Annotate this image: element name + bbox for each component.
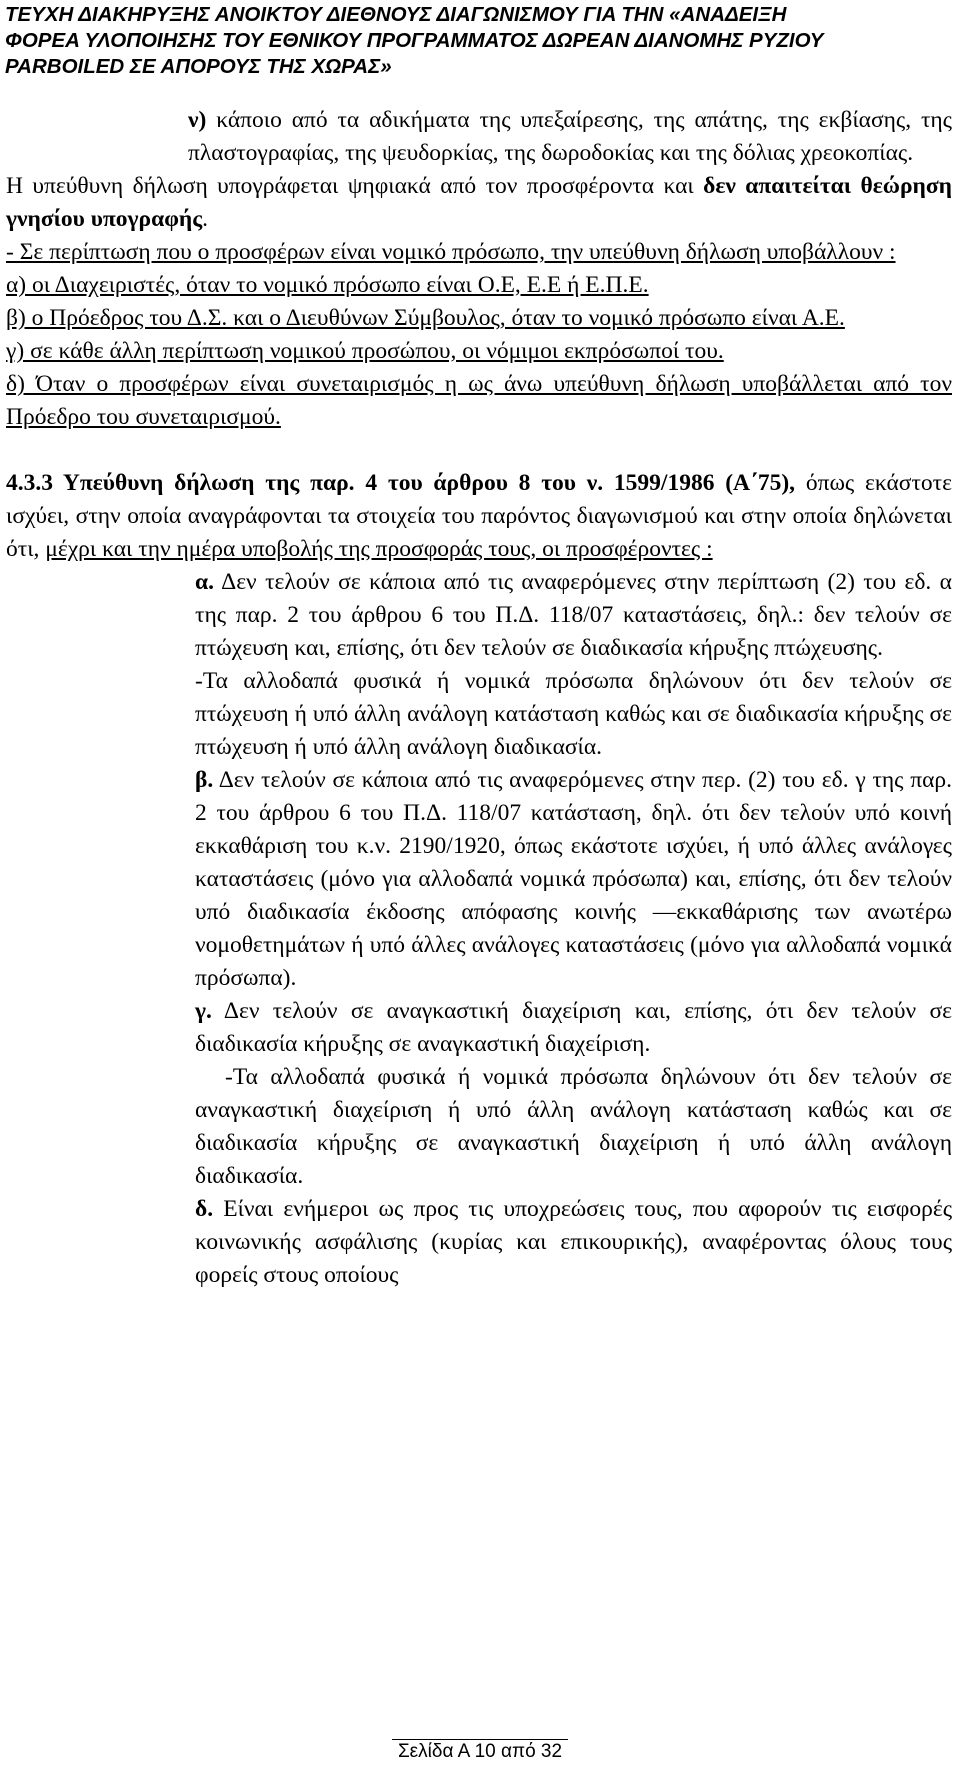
paragraph-signature [0,170,960,236]
item-a-label: α. [195,569,214,595]
item-b-label: β. [195,767,214,793]
paragraph-case-g: γ) σε κάθε άλλη περίπτωση νομικού προσώπου, οι νόμιμοι εκπρόσωποί του. [6,338,724,364]
section-text: όπως εκάστοτε ισχύει, στην οποία αναγράφονται τα στοιχεία του παρόντος διαγωνισμού και στην οποία δηλώνεται ότι, [6,470,952,562]
header-line-1: ΤΕΥΧΗ ΔΙΑΚΗΡΥΞΗΣ ΑΝΟΙΚΤΟΥ ΔΙΕΘΝΟΥΣ ΔΙΑΓΩΝΙΣΜΟΥ ΓΙΑ ΤΗΝ «ΑΝΑΔΕΙΞΗ [5,3,787,26]
page-footer [0,1741,960,1763]
paragraph-offence-v [0,104,960,170]
page-number: Σελίδα Α 10 από 32 [392,1739,568,1762]
section-4-3-3 [0,467,960,566]
paragraph-legal-entity: - Σε περίπτωση που ο προσφέρων είναι νομικό πρόσωπο, την υπεύθυνη δήλωση υποβάλλουν : [6,239,896,265]
section-heading: 4.3.3 Υπεύθυνη δήλωση της παρ. 4 του άρθρου 8 του ν. 1599/1986 (Α΄75), [6,470,796,496]
item-g-label: γ. [195,998,212,1024]
paragraph-case-b: β) ο Πρόεδρος του Δ.Σ. και ο Διευθύνων Σύμβουλος, όταν το νομικό πρόσωπο είναι Α.Ε. [6,305,845,331]
item-g-text: Δεν τελούν σε αναγκαστική διαχείριση και, επίσης, ότι δεν τελούν σε διαδικασία κήρυξης σε αναγκαστική διαχείριση. [195,998,952,1057]
spacer [0,434,960,467]
header-line-3: PARBOILED ΣΕ ΑΠΟΡΟΥΣ ΤΗΣ ΧΩΡΑΣ» [5,55,392,78]
item-g [0,995,960,1061]
document-body [0,104,960,1292]
item-a [0,566,960,665]
offence-v-label: ν) [188,107,207,133]
header-line-2: ΦΟΡΕΑ ΥΛΟΠΟΙΗΣΗΣ ΤΟΥ ΕΘΝΙΚΟΥ ΠΡΟΓΡΑΜΜΑΤΟΣ ΔΩΡΕΑΝ ΔΙΑΝΟΜΗΣ ΡΥΖΙΟΥ [5,29,824,52]
signature-text: Η υπεύθυνη δήλωση υπογράφεται ψηφιακά από τον προσφέροντα και [6,173,704,199]
item-d [0,1193,960,1292]
document-header [5,2,955,80]
item-d-label: δ. [195,1196,214,1222]
item-b-text: Δεν τελούν σε κάποια από τις αναφερόμενες στην περ. (2) του εδ. γ της παρ. 2 του άρθρου 6 του Π.Δ. 118/07 κατάσταση, δηλ. ότι δεν τελούν υπό κοινή εκκαθάριση του κ.ν. 2190/1920, όπως εκάστοτε ισχύει, ή υπό άλλες ανάλογες καταστάσεις (μόνο για αλλοδαπά νομικά πρόσωπα) και, επίσης, ότι δεν τελούν υπό διαδικασία έκδοσης απόφασης κοινής —εκκαθάρισης των ανωτέρω νομοθετημάτων ή υπό άλλες ανάλογες καταστάσεις (μόνο για αλλοδαπά νομικά πρόσωπα). [195,767,952,991]
item-a-text: Δεν τελούν σε κάποια από τις αναφερόμενες στην περίπτωση (2) του εδ. α της παρ. 2 του άρθρου 6 του Π.Δ. 118/07 καταστάσεις, δηλ.: δεν τελούν σε πτώχευση και, επίσης, ότι δεν τελούν σε διαδικασία κήρυξης πτώχευσης. [195,569,952,661]
signature-end: . [202,206,209,232]
item-b [0,764,960,995]
item-g-foreign: -Τα αλλοδαπά φυσικά ή νομικά πρόσωπα δηλώνουν ότι δεν τελούν σε αναγκαστική διαχείριση ή υπό άλλη ανάλογη κατάσταση καθώς και σε διαδικασία κήρυξης σε αναγκαστική διαχείριση ή υπό άλλη ανάλογη διαδικασία. [195,1064,952,1189]
offence-v-text: κάποιο από τα αδικήματα της υπεξαίρεσης, της απάτης, της εκβίασης, της πλαστογραφίας, της ψευδορκίας, της δωροδοκίας και της δόλιας χρεοκοπίας. [188,107,952,166]
section-underlined-text: μέχρι και την ημέρα υποβολής της προσφοράς τους, οι προσφέροντες : [45,536,713,562]
signature-bold-text: δεν απαιτείται θεώρηση γνησίου υπογραφής [6,173,952,232]
paragraph-case-d: δ) Όταν ο προσφέρων είναι συνεταιρισμός η ως άνω υπεύθυνη δήλωση υποβάλλεται από τον Πρόεδρο του συνεταιρισμού. [6,371,952,430]
paragraph-case-a: α) οι Διαχειριστές, όταν το νομικό πρόσωπο είναι Ο.Ε, Ε.Ε ή Ε.Π.Ε. [6,272,649,298]
item-a-foreign: -Τα αλλοδαπά φυσικά ή νομικά πρόσωπα δηλώνουν ότι δεν τελούν σε πτώχευση ή υπό άλλη ανάλογη κατάσταση καθώς και σε διαδικασία κήρυξης σε πτώχευση ή υπό άλλη ανάλογη διαδικασία. [195,668,952,760]
item-d-text: Είναι ενήμεροι ως προς τις υποχρεώσεις τους, που αφορούν τις εισφορές κοινωνικής ασφάλισης (κυρίας και επικουρικής), αναφέροντας όλους τους φορείς στους οποίους [195,1196,952,1288]
